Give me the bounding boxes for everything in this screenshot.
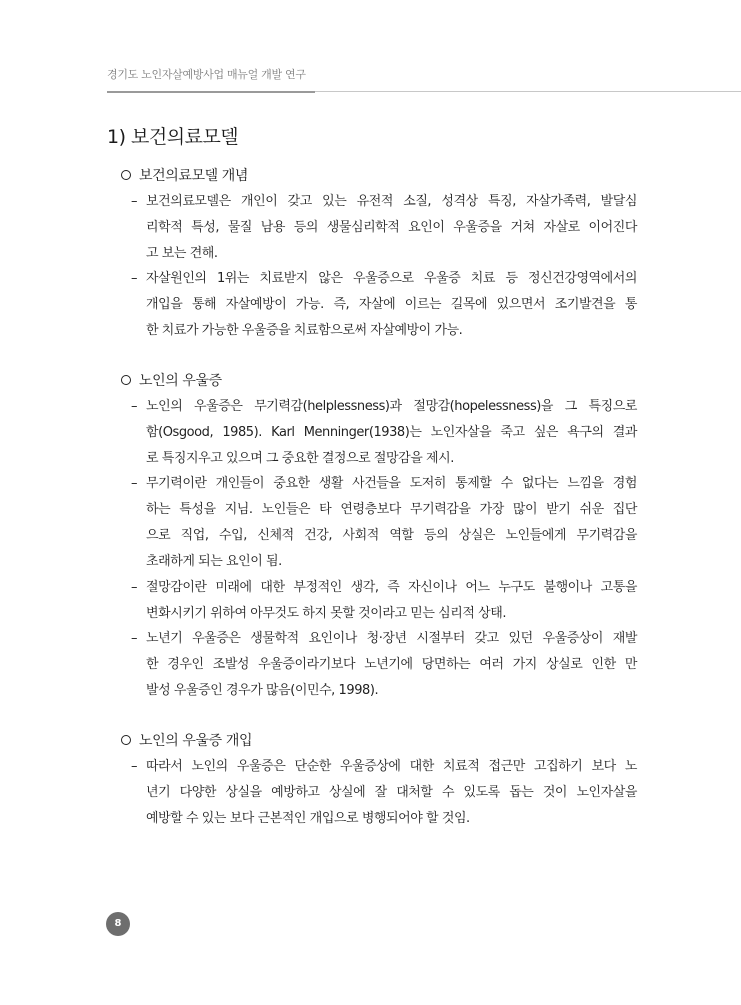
item-text-line: 예방할 수 있는 보다 근본적인 개입으로 병행되어야 할 것임. [146, 811, 470, 826]
bullet-item [131, 189, 637, 267]
subsection-heading [121, 165, 248, 185]
circle-bullet-icon [121, 735, 131, 745]
item-text-line: 한 경우인 조발성 우울증이라기보다 노년기에 당면하는 여러 가지 상실로 인한 만 [146, 657, 637, 672]
subsection-heading [121, 370, 222, 390]
item-text-line: 초래하게 되는 요인이 됨. [146, 554, 282, 569]
item-text-line: 하는 특성을 지님. 노인들은 타 연령층보다 무기력감을 가장 많이 받기 쉬운 집단 [146, 502, 637, 517]
subsection-heading-text: 노인의 우울증 개입 [139, 733, 253, 749]
item-text-line: 노년기 우울증은 생물학적 요인이나 청·장년 시절부터 갖고 있던 우울증상이 재발 [146, 631, 637, 646]
item-text-line: 한 치료가 가능한 우울증을 치료함으로써 자살예방이 가능. [146, 323, 463, 338]
item-text-line: 자살원인의 1위는 치료받지 않은 우울증으로 우울증 치료 등 정신건강영역에서의 [146, 271, 637, 286]
item-text-line: 발성 우울증인 경우가 많음(이민수, 1998). [146, 683, 379, 698]
item-text-line: 년기 다양한 상실을 예방하고 상실에 잘 대처할 수 있도록 돕는 것이 노인자살을 [146, 785, 637, 800]
dash-bullet-icon: – [131, 194, 138, 209]
item-text-line: 개입을 통해 자살예방이 가능. 즉, 자살에 이르는 길목에 있으면서 조기발견을 통 [146, 297, 637, 312]
dash-bullet-icon: – [131, 759, 138, 774]
section-title: 1) 보건의료모델 [107, 126, 239, 148]
running-title: 경기도 노인자살예방사업 매뉴얼 개발 연구 [107, 68, 306, 81]
dash-bullet-icon: – [131, 399, 138, 414]
dash-bullet-icon: – [131, 271, 138, 286]
bullet-item [131, 471, 637, 575]
subsection-heading-text: 보건의료모델 개념 [139, 168, 249, 184]
circle-bullet-icon [121, 170, 131, 180]
item-text-line: 리학적 특성, 물질 남용 등의 생물심리학적 요인이 우울증을 거쳐 자살로 이어진다 [146, 220, 637, 235]
bullet-item [131, 754, 637, 832]
circle-bullet-icon [121, 375, 131, 385]
subsection-heading-text: 노인의 우울증 [139, 373, 222, 389]
bullet-item [131, 394, 637, 472]
item-text-line: 노인의 우울증은 무기력감(helplessness)과 절망감(hopelessness)을 그 특징으로 [146, 399, 637, 414]
bullet-item [131, 266, 637, 344]
item-text-line: 함(Osgood, 1985). Karl Menninger(1938)는 노인자살을 죽고 싶은 욕구의 결과 [146, 425, 637, 440]
dash-bullet-icon: – [131, 476, 138, 491]
item-text-line: 으로 직업, 수입, 신체적 건강, 사회적 역할 등의 상실은 노인들에게 무기력감을 [146, 528, 638, 543]
header-rule-light [315, 91, 741, 92]
item-text-line: 무기력이란 개인들이 중요한 생활 사건들을 도저히 통제할 수 없다는 느낌을 경험 [146, 476, 637, 491]
item-text-line: 변화시키기 위하여 아무것도 하지 못할 것이라고 믿는 심리적 상태. [146, 606, 507, 621]
header-rule-dark [107, 91, 315, 93]
item-text-line: 따라서 노인의 우울증은 단순한 우울증상에 대한 치료적 접근만 고집하기 보다 노 [146, 759, 637, 774]
bullet-item [131, 575, 637, 627]
item-text-line: 로 특징지우고 있으며 그 중요한 결정으로 절망감을 제시. [146, 451, 454, 466]
subsection-heading [121, 730, 252, 750]
page-number: 8 [106, 912, 130, 936]
bullet-item [131, 626, 637, 704]
item-text-line: 고 보는 견해. [146, 246, 218, 261]
dash-bullet-icon: – [131, 631, 138, 646]
item-text-line: 절망감이란 미래에 대한 부정적인 생각, 즉 자신이나 어느 누구도 불행이나 고통을 [146, 580, 637, 595]
item-text-line: 보건의료모델은 개인이 갖고 있는 유전적 소질, 성격상 특징, 자살가족력, 발달심 [146, 194, 637, 209]
dash-bullet-icon: – [131, 580, 138, 595]
